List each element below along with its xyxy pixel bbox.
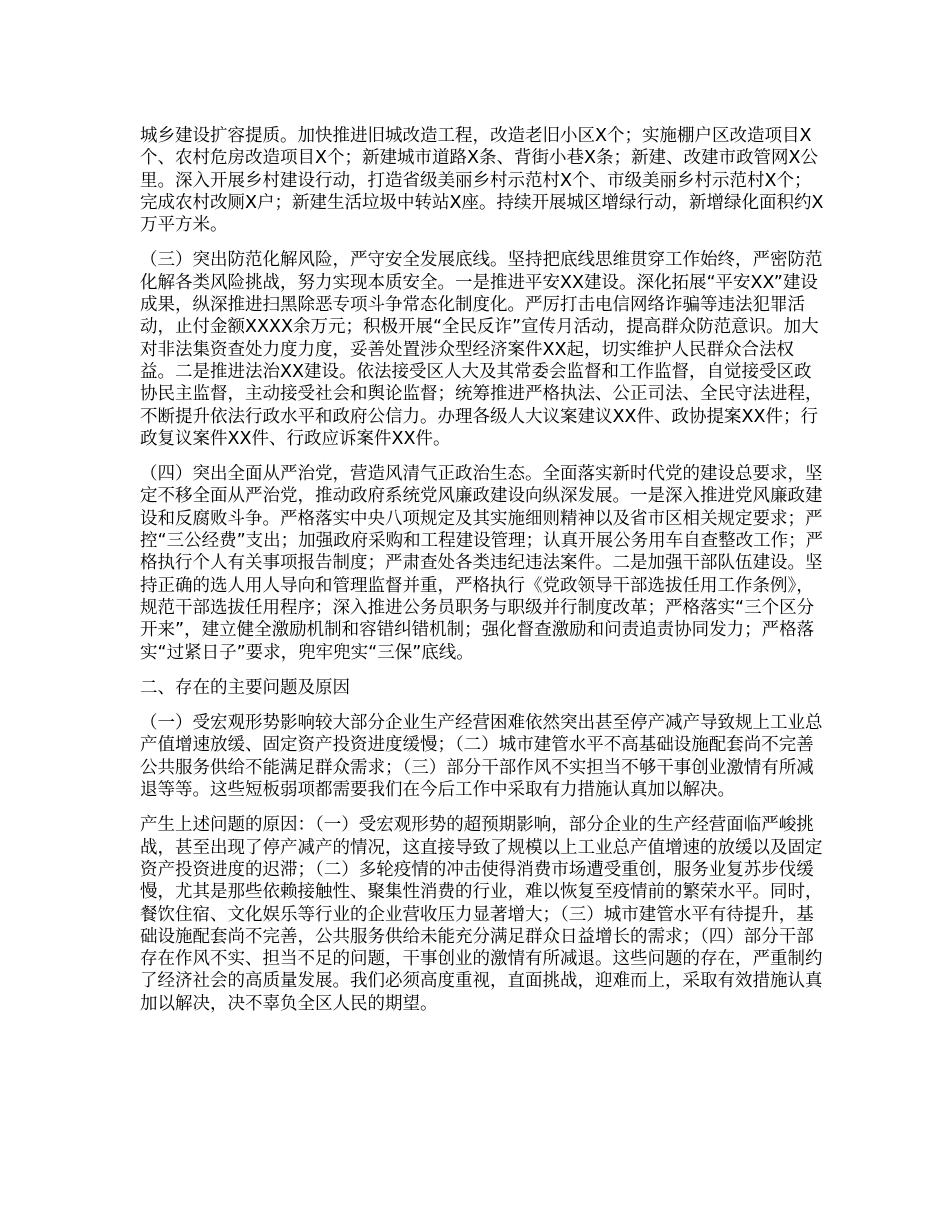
document-body bbox=[140, 125, 828, 1028]
paragraph-party-governance: （四）突出全面从严治党，营造风清气正政治生态。全面落实新时代党的建设总要求，坚定不移全面从严治党，推动政府系统党风廉政建设向纵深发展。一是深入推进党风廉政建设和反腐败斗争。严格落实中央八项规定及其实施细则精神以及省市区相关规定要求；严控“三公经费”支出；加强政府采购和工程建设管理；认真开展公务用车自查整改工作；严格执行个人有关事项报告制度；严肃查处各类违纪违法案件。二是加强干部队伍建设。坚持正确的选人用人导向和管理监督并重，严格执行《党政领导干部选拔任用工作条例》，规范干部选拔任用程序；深入推进公务员职务与职级并行制度改革；严格落实“三个区分开来”，建立健全激励机制和容错纠错机制；强化督查激励和问责追责协同发力；严格落实“过紧日子”要求，兜牢兜实“三保”底线。 bbox=[140, 464, 824, 663]
section-heading-problems: 二、存在的主要问题及原因 bbox=[140, 677, 350, 698]
paragraph-problem-causes: 产生上述问题的原因：（一）受宏观形势的超预期影响，部分企业的生产经营面临严峻挑战，甚至出现了停产减产的情况，这直接导致了规模以上工业总产值增速的放缓以及固定资产投资进度的迟滞；（二）多轮疫情的冲击使得消费市场遭受重创，服务业复苏步伐缓慢，尤其是那些依赖接触性、聚集性消费的行业，难以恢复至疫情前的繁荣水平。同时，餐饮住宿、文化娱乐等行业的企业营收压力显著增大；（三）城市建管水平有待提升，基础设施配套尚不完善，公共服务供给未能充分满足群众日益增长的需求；（四）部分干部存在作风不实、担当不足的问题，干事创业的激情有所减退。这些问题的存在，严重制约了经济社会的高质量发展。我们必须高度重视，直面挑战，迎难而上，采取有效措施认真加以解决，决不辜负全区人民的期望。 bbox=[140, 815, 823, 1014]
paragraph-urban-rural-construction: 城乡建设扩容提质。加快推进旧城改造工程，改造老旧小区X个；实施棚户区改造项目X个、农村危房改造项目X个；新建城市道路X条、背街小巷X条；新建、改建市政管网X公里。深入开展乡村建设行动，打造省级美丽乡村示范村X个、市级美丽乡村示范村X个；完成农村改厕X户；新建生活垃圾中转站X座。持续开展城区增绿行动，新增绿化面积约X万平方米。 bbox=[140, 126, 824, 236]
paragraph-main-problems: （一）受宏观形势影响较大部分企业生产经营困难依然突出甚至停产减产导致规上工业总产值增速放缓、固定资产投资进度缓慢；（二）城市建管水平不高基础设施配套尚不完善公共服务供给不能满足群众需求；（三）部分干部作风不实担当不够干事创业激情有所减退等等。这些短板弱项都需要我们在今后工作中采取有力措施认真加以解决。 bbox=[140, 713, 823, 801]
paragraph-risk-prevention: （三）突出防范化解风险，严守安全发展底线。坚持把底线思维贯穿工作始终，严密防范化解各类风险挑战，努力实现本质安全。一是推进平安XX建设。深化拓展“平安XX”建设成果，纵深推进扫黑除恶专项斗争常态化制度化。严厉打击电信网络诈骗等违法犯罪活动，止付金额XXXX余万元；积极开展“全民反诈”宣传月活动，提高群众防范意识。加大对非法集资查处力度力度，妥善处置涉众型经济案件XX起，切实维护人民群众合法权益。二是推进法治XX建设。依法接受区人大及其常委会监督和工作监督，自觉接受区政协民主监督，主动接受社会和舆论监督；统筹推进严格执法、公正司法、全民守法进程，不断提升依法行政水平和政府公信力。办理各级人大议案建议XX件、政协提案XX件；行政复议案件XX件、行政应诉案件XX件。 bbox=[140, 250, 823, 449]
